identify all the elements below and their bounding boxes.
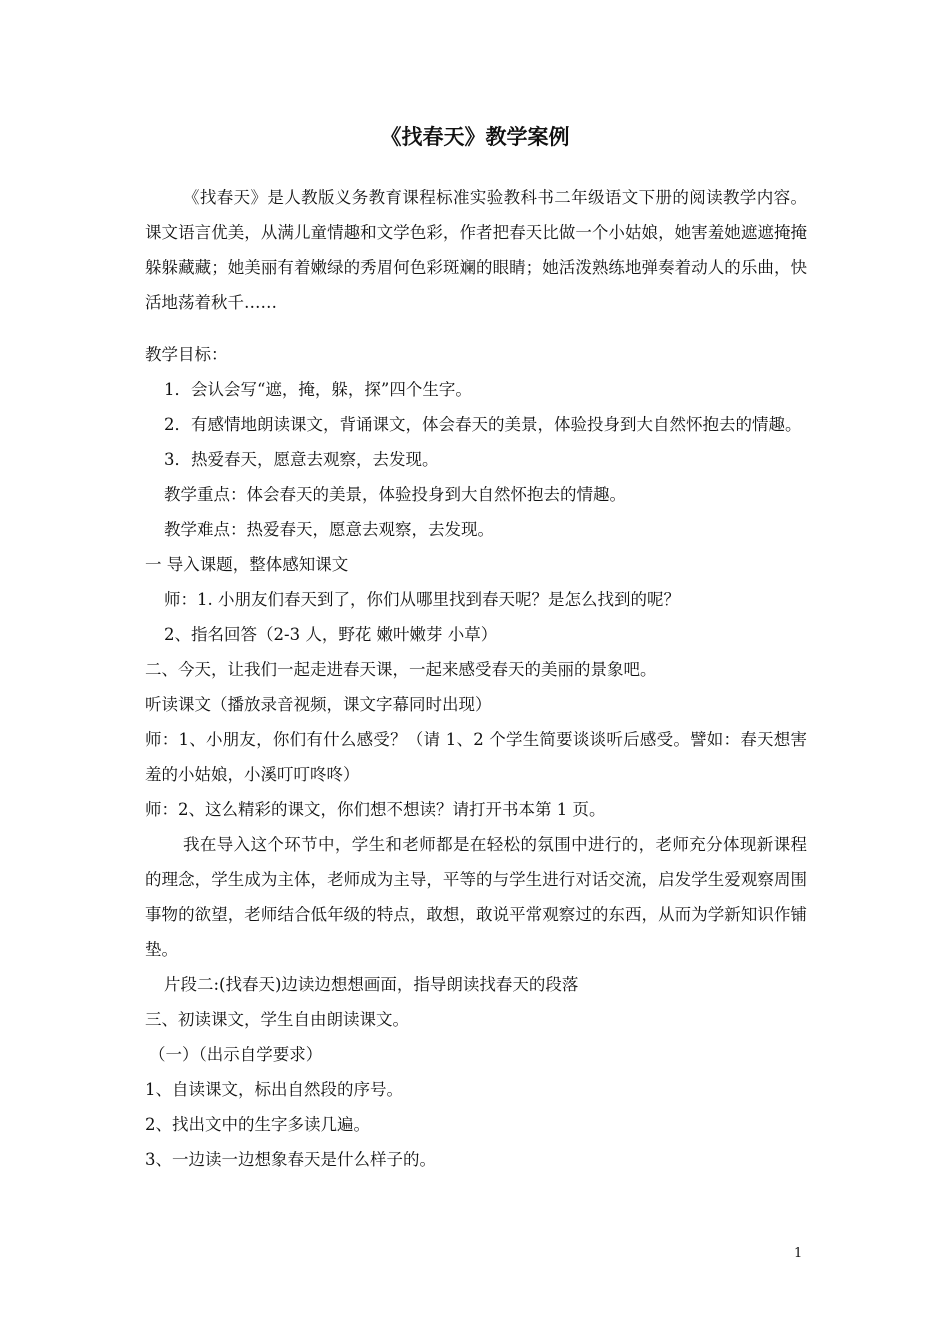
section1-heading: 一 导入课题，整体感知课文 xyxy=(145,555,349,574)
goals-heading: 教学目标： xyxy=(145,345,228,364)
step-item-1: 1、自读课文，标出自然段的序号。 xyxy=(145,1080,403,1099)
section2-heading: 二、今天，让我们一起走进春天课，一起来感受春天的美丽的景象吧。 xyxy=(145,660,657,679)
teacher-question-2: 师：2、这么精彩的课文，你们想不想读？请打开书本第 1 页。 xyxy=(145,800,606,819)
goal-item-2: 2．有感情地朗读课文，背诵课文，体会春天的美景，体验投身到大自然怀抱去的情趣。 xyxy=(164,415,802,434)
paragraph-gap xyxy=(145,320,807,337)
goal-item-1: 1．会认会写“遮，掩，躲，探”四个生字。 xyxy=(164,380,472,399)
section1-question-1: 师：1. 小朋友们春天到了，你们从哪里找到春天呢？是怎么找到的呢？ xyxy=(164,590,680,609)
section3-heading: 三、初读课文，学生自由朗读课文。 xyxy=(145,1010,409,1029)
sub1-heading: （一）（出示自学要求） xyxy=(149,1045,323,1064)
key-point: 教学重点：体会春天的美景，体验投身到大自然怀抱去的情趣。 xyxy=(164,485,626,504)
document-body xyxy=(145,180,807,1177)
reflection-paragraph: 我在导入这个环节中，学生和老师都是在轻松的氛围中进行的，老师充分体现新课程的理念，学生成为主体，老师成为主导，平等的与学生进行对话交流，启发学生爱观察周围事物的欲望，老师结合低年级的特点，敢想，敢说平常观察过的东西，从而为学新知识作铺垫。 xyxy=(145,835,807,959)
listen-instruction: 听读课文（播放录音视频，课文字幕同时出现） xyxy=(145,695,492,714)
step-item-3: 3、一边读一边想象春天是什么样子的。 xyxy=(145,1150,436,1169)
document-title: 《找春天》教学案例 xyxy=(380,125,570,149)
step-item-2: 2、找出文中的生字多读几遍。 xyxy=(145,1115,370,1134)
section1-question-2: 2、指名回答（2-3 人，野花 嫩叶嫩芽 小草） xyxy=(164,625,498,644)
segment2-heading: 片段二:(找春天)边读边想想画面，指导朗读找春天的段落 xyxy=(164,975,579,994)
teacher-question-1: 师：1、小朋友，你们有什么感受？（请 1、2 个学生简要谈谈听后感受。譬如：春天想害羞的小姑娘，小溪叮叮咚咚） xyxy=(145,730,807,784)
goal-item-3: 3．热爱春天，愿意去观察，去发现。 xyxy=(164,450,439,469)
difficulty: 教学难点：热爱春天，愿意去观察，去发现。 xyxy=(164,520,494,539)
page-number: 1 xyxy=(794,1246,803,1261)
intro-paragraph: 《找春天》是人教版义务教育课程标准实验教科书二年级语文下册的阅读教学内容。课文语言优美，从满儿童情趣和文学色彩，作者把春天比做一个小姑娘，她害羞她遮遮掩掩躲躲藏藏；她美丽有着嫩绿的秀眉何色彩斑斓的眼睛；她活泼熟练地弹奏着动人的乐曲，快活地荡着秋千…… xyxy=(145,188,807,312)
